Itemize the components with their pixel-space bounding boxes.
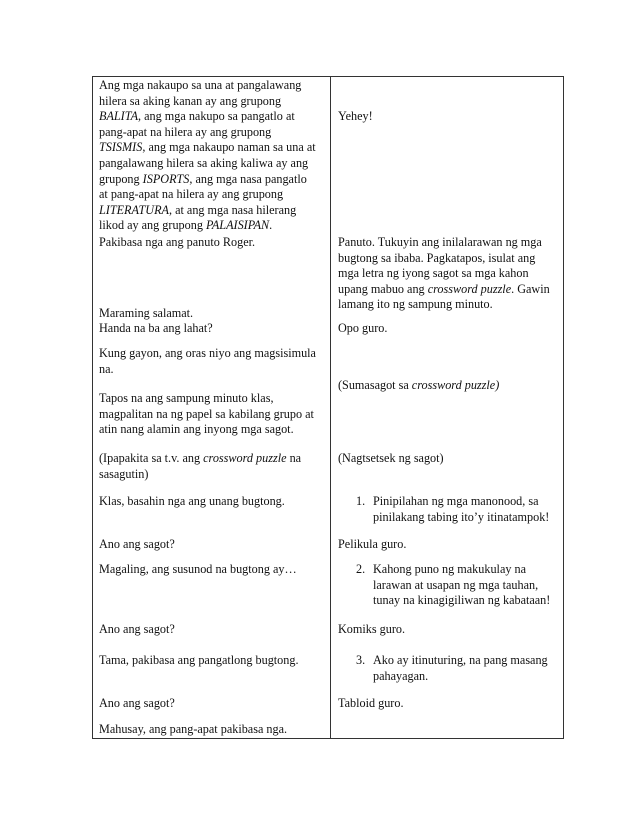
ano-question: Ano ang sagot?: [99, 696, 175, 710]
kung-gayon-text: [99, 346, 316, 377]
sumasagot-text: (Sumasagot sa crossword puzzle): [338, 378, 500, 392]
yehey-text: Yehey!: [338, 109, 373, 123]
answer-tabloid: Tabloid guro.: [338, 696, 404, 710]
answer-komiks: Komiks guro.: [338, 622, 406, 636]
tama-text: Tama, pakibasa ang pangatlong bugtong.: [99, 653, 299, 667]
group-name-isports: ISPORTS: [142, 171, 190, 186]
crossword-term: crossword puzzle: [427, 281, 512, 296]
group-name-literatura: LITERATURA: [99, 202, 169, 217]
text-line: larawan at usapan ng mga tauhan,: [373, 577, 539, 592]
handa-question: Handa na ba ang lahat?: [99, 321, 213, 335]
text-line: magpalitan na ng papel sa kabilang grupo at: [99, 406, 314, 421]
text-line: BALITA, ang mga nakupo sa pangatlo at: [99, 109, 295, 124]
crossword-term: crossword puzzle): [411, 378, 500, 392]
text-line: atin nang alamin ang inyong mga sagot.: [99, 422, 294, 437]
group-name-balita: BALITA: [99, 109, 139, 124]
text-line: Ako ay itinuturing, na pang masang: [373, 653, 548, 667]
text-line: lamang ito ng sampung minuto.: [338, 297, 493, 312]
basahin-text: Klas, basahin nga ang unang bugtong.: [99, 494, 285, 508]
text-line: pangalawang hilera sa aking kaliwa ay ang: [99, 155, 309, 170]
text-line: upang mabuo ang crossword puzzle. Gawin: [338, 281, 550, 296]
ano-question: Ano ang sagot?: [99, 537, 175, 551]
text-line: Kung gayon, ang oras niyo ang magsisimula: [99, 346, 316, 360]
magaling-text: Magaling, ang susunod na bugtong ay…: [99, 562, 297, 576]
text-line: mga letra ng iyong sagot sa mga kahon: [338, 266, 529, 281]
text-line: TSISMIS, ang mga nakaupo naman sa una at: [99, 140, 316, 155]
text-line: likod ay ang grupong PALAISIPAN.: [99, 218, 273, 233]
opo-answer: Opo guro.: [338, 321, 388, 335]
mahusay-text: Mahusay, ang pang-apat pakibasa nga.: [99, 722, 288, 736]
text-line: (Ipapakita sa t.v. ang crossword puzzle na: [99, 451, 302, 465]
text-line: hilera sa aking kanan ay ang grupong: [99, 93, 282, 108]
text-line: sasagutin): [99, 466, 149, 481]
column-divider: [330, 77, 331, 738]
text-line: tunay na kinagigiliwan ng kabataan!: [373, 593, 551, 608]
text-line: bugtong sa ibaba. Pagkatapos, isulat ang: [338, 250, 536, 265]
panuto-request: Pakibasa nga ang panuto Roger.: [99, 235, 256, 249]
group-name-tsismis: TSISMIS: [99, 140, 143, 155]
text-line: LITERATURA, at ang mga nasa hilerang: [99, 202, 297, 217]
panuto-text: [338, 235, 550, 313]
nagtsetsek-text: (Nagtsetsek ng sagot): [338, 451, 444, 465]
bugtong-number: 3.: [356, 653, 366, 667]
text-line: Tapos na ang sampung minuto klas,: [99, 391, 274, 405]
bugtong-1: [373, 494, 549, 525]
text-line: Panuto. Tukuyin ang inilalarawan ng mga: [338, 235, 542, 249]
bugtong-number: 1.: [356, 494, 366, 508]
text-line: pang-apat na hilera ay ang grupong: [99, 124, 272, 139]
text-line: pahayagan.: [373, 668, 429, 683]
bugtong-number: 2.: [356, 562, 366, 576]
tapos-text: [99, 391, 314, 438]
group-name-palaisipan: PALAISIPAN: [205, 218, 270, 233]
answer-pelikula: Pelikula guro.: [338, 537, 407, 551]
ano-question: Ano ang sagot?: [99, 622, 175, 636]
intro-text: [99, 78, 316, 234]
text-line: pinilakang tabing ito’y itinatampok!: [373, 509, 550, 524]
ipapakita-text: [99, 451, 301, 482]
text-line: Pinipilahan ng mga manonood, sa: [373, 494, 539, 508]
text-line: Ang mga nakaupo sa una at pangalawang: [99, 78, 302, 92]
text-line: Kahong puno ng makukulay na: [373, 562, 526, 576]
bugtong-2: [373, 562, 550, 609]
dialogue-table: [92, 76, 564, 739]
text-line: na.: [99, 361, 114, 376]
text-line: at pang-apat na hilera ay ang grupong: [99, 187, 284, 202]
bugtong-3: [373, 653, 548, 684]
crossword-term: crossword puzzle: [203, 451, 287, 465]
text-line: grupong ISPORTS, ang mga nasa pangatlo: [99, 171, 307, 186]
salamat-text: Maraming salamat.: [99, 306, 194, 320]
